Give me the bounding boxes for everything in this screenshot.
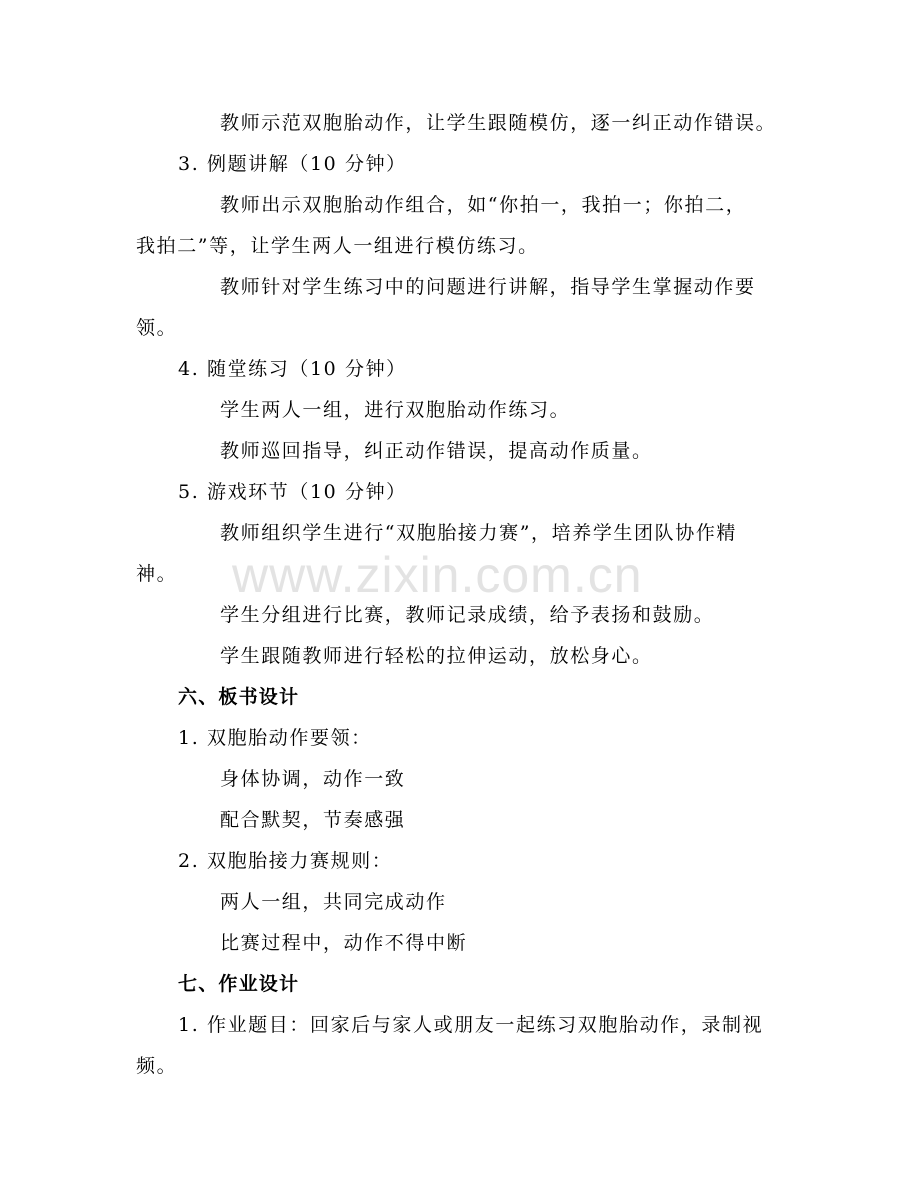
paragraph-line: 频。 xyxy=(136,1055,178,1077)
paragraph-line: 比赛过程中，动作不得中断 xyxy=(220,932,468,954)
paragraph-line: 教师巡回指导，纠正动作错误，提高动作质量。 xyxy=(220,440,653,462)
list-item-heading: 1. 作业题目：回家后与家人或朋友一起练习双胞胎动作，录制视 xyxy=(178,1014,764,1036)
paragraph-line: 神。 xyxy=(136,563,178,585)
list-item-heading: 3. 例题讲解（10 分钟） xyxy=(178,153,407,175)
paragraph-line: 身体协调，动作一致 xyxy=(220,768,406,790)
paragraph-line: 教师示范双胞胎动作，让学生跟随模仿，逐一纠正动作错误。 xyxy=(220,112,777,134)
paragraph-line: 学生两人一组，进行双胞胎动作练习。 xyxy=(220,399,571,421)
paragraph-line: 我拍二”等，让学生两人一组进行模仿练习。 xyxy=(136,235,539,257)
list-item-heading: 1. 双胞胎动作要领： xyxy=(178,727,372,749)
list-item-heading: 4. 随堂练习（10 分钟） xyxy=(178,358,407,380)
paragraph-line: 领。 xyxy=(136,317,178,339)
watermark: www.zixin.com.cn xyxy=(232,547,643,603)
list-item-heading: 5. 游戏环节（10 分钟） xyxy=(178,481,407,503)
list-item-heading: 2. 双胞胎接力赛规则： xyxy=(178,850,393,872)
paragraph-line: 教师出示双胞胎动作组合，如“你拍一，我拍一；你拍二， xyxy=(220,194,747,216)
paragraph-line: 学生跟随教师进行轻松的拉伸运动，放松身心。 xyxy=(220,645,653,667)
section-heading: 六、板书设计 xyxy=(178,686,300,708)
paragraph-line: 教师组织学生进行“双胞胎接力赛”，培养学生团队协作精 xyxy=(220,522,738,544)
paragraph-line: 两人一组，共同完成动作 xyxy=(220,891,447,913)
paragraph-line: 配合默契，节奏感强 xyxy=(220,809,406,831)
paragraph-line: 学生分组进行比赛，教师记录成绩，给予表扬和鼓励。 xyxy=(220,604,715,626)
paragraph-line: 教师针对学生练习中的问题进行讲解，指导学生掌握动作要 xyxy=(220,276,756,298)
section-heading: 七、作业设计 xyxy=(178,973,300,995)
